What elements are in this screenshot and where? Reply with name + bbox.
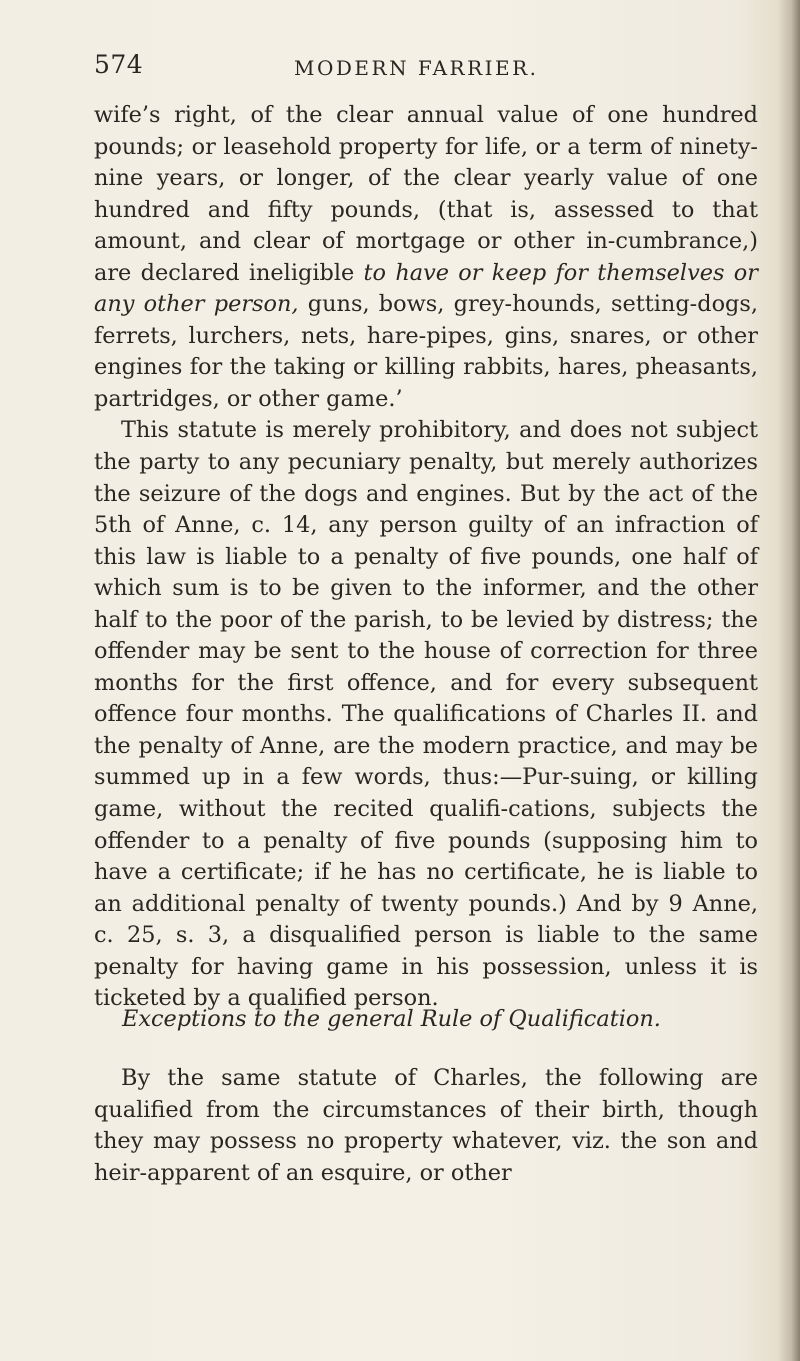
running-head: MODERN FARRIER. (294, 56, 539, 80)
paragraph-continued (94, 100, 758, 415)
paragraph-1-italic: to have or keep for themselves or any other person, (94, 259, 758, 318)
page-header (94, 50, 754, 86)
main-text (94, 100, 758, 1015)
paragraph-1-text-a: wife’s right, of the clear annual value of one hundred pounds; or leasehold property for life, or a term of ninety-nine years, or longer, of the clear yearly value of one hundred and fifty pounds, (that is, assessed to that amount, and clear of mortgage or other in-cumbrance,) are declared ineligible (94, 102, 758, 286)
paragraph-1-text-b: guns, bows, grey-hounds, setting-dogs, ferrets, lurchers, nets, hare-pipes, gins, snares, or other engines for the taking or killing rabbits, hares, pheasants, partridges, or other game.’ (94, 291, 758, 412)
section-heading: Exceptions to the general Rule of Qualification. (122, 1006, 661, 1032)
paragraph-exceptions: By the same statute of Charles, the following are qualified from the circumstances of their birth, though they may possess no property whatever, viz. the son and heir-apparent of an esquire, or other (94, 1065, 758, 1186)
paragraph-statute: This statute is merely prohibitory, and does not subject the party to any pecuniary penalty, but merely authorizes the seizure of the dogs and engines. But by the act of the 5th of Anne, c. 14, any person guilty of an infraction of this law is liable to a penalty of five pounds, one half of which sum is to be given to the informer, and the other half to the poor of the parish, to be levied by distress; the offender may be sent to the house of correction for three months for the first offence, and for every subsequent offence four months. The qualifications of Charles II. and the penalty of Anne, are the modern practice, and may be summed up in a few words, thus:—Pur-suing, or killing game, without the recited qualifi-cations, subjects the offender to a penalty of five pounds (supposing him to have a certificate; if he has no certificate, he is liable to an additional penalty of twenty pounds.) And by 9 Anne, c. 25, s. 3, a disqualified person is liable to the same penalty for having game in his possession, unless it is ticketed by a qualified person. (94, 417, 758, 1012)
page-edge-shadow (778, 0, 800, 1361)
page-number: 574 (94, 50, 144, 79)
section-text (94, 1063, 758, 1189)
